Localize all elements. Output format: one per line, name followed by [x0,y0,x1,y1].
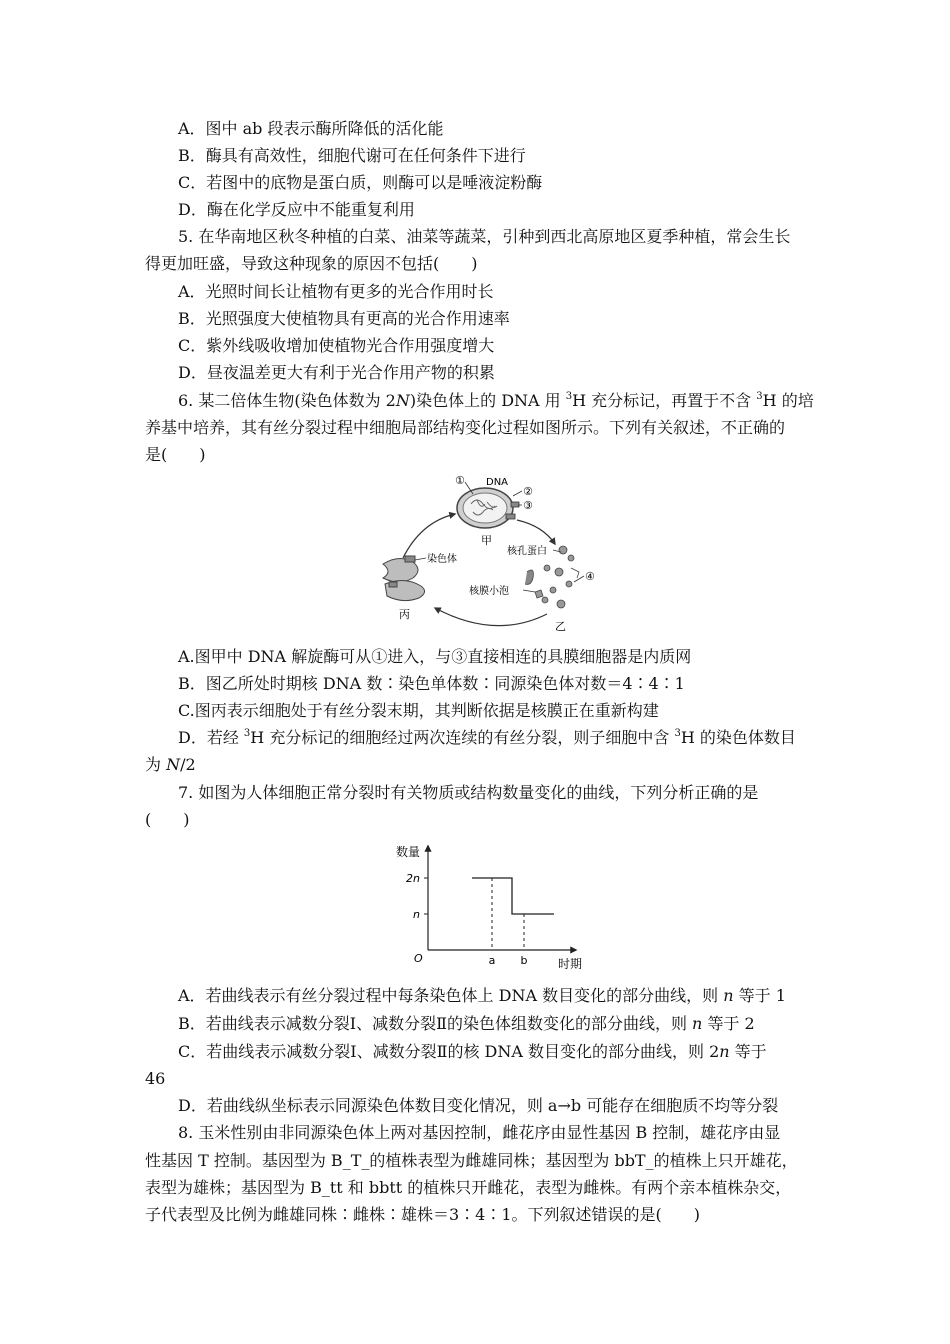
q7-stem-line1: 7. 如图为人体细胞正常分裂时有关物质或结构数量变化的曲线，下列分析正确的是 [178,783,759,802]
q7-option-c-line2: 46 [145,1069,166,1088]
q7-option-a: A．若曲线表示有丝分裂过程中每条染色体上 DNA 数目变化的部分曲线，则 n 等于 1 [178,986,786,1005]
series-line [472,878,554,914]
q4-option-d: D．酶在化学反应中不能重复利用 [178,200,415,219]
q7-stem-line2: ( ) [145,810,190,829]
label-circle-4: ④ [585,570,595,583]
label-pore-protein: 核孔蛋白 [507,546,547,557]
label-vesicle: 核膜小泡 [469,586,509,597]
q6-option-d-line1: D．若经 $^3$H 充分标记的细胞经过两次连续的有丝分裂，则子细胞中含 $^3$H 的染色体数目 [178,728,796,747]
q6-option-d-line2: 为 N/2 [145,755,196,774]
q6-option-b: B．图乙所处时期核 DNA 数∶染色单体数∶同源染色体对数＝4∶4∶1 [178,674,685,693]
label-circle-3: ③ [523,499,533,512]
q4-option-b: B．酶具有高效性，细胞代谢可在任何条件下进行 [178,146,526,165]
q7-option-c-line1: C．若曲线表示减数分裂Ⅰ、减数分裂Ⅱ的核 DNA 数目变化的部分曲线，则 2n 等于 [178,1042,767,1061]
y-axis-label: 数量 [396,845,421,859]
q7-option-d: D．若曲线纵坐标表示同源染色体数目变化情况，则 a→b 可能存在细胞质不均等分裂 [178,1096,779,1115]
q5-option-c: C．紫外线吸收增加使植物光合作用强度增大 [178,336,495,355]
label-bing: 丙 [399,608,410,621]
q8-stem-line4: 子代表型及比例为雌雄同株∶雌株∶雄株＝3∶4∶1。下列叙述错误的是( ) [145,1205,701,1224]
q8-stem-line3: 表型为雄株；基因型为 B_tt 和 bbtt 的植株只开雌花，表型为雌株。有两个亲本植株杂交， [145,1178,792,1197]
q6-option-a: A.图甲中 DNA 解旋酶可从①进入，与③直接相连的具膜细胞器是内质网 [178,647,692,666]
label-jia: 甲 [481,534,492,547]
y-tick-label-1: n [413,908,420,921]
x-tick-label-b: b [520,954,528,967]
y-tick-label-0: 2n [406,872,420,885]
q4-option-a: A．图中 ab 段表示酶所降低的活化能 [178,119,444,138]
q6-stem-line1: 6. 某二倍体生物(染色体数为 2N)染色体上的 DNA 用 $^3$H 充分标记，再置于不含 $^3$H 的培 [178,391,814,410]
step-chart [380,838,590,978]
q6-stem-line2: 养基中培养，其有丝分裂过程中细胞局部结构变化过程如图所示。下列有关叙述，不正确的 [145,418,786,437]
x-axis-label: 时期 [558,957,583,971]
label-yi: 乙 [555,620,566,633]
q5-stem-line1: 5. 在华南地区秋冬种植的白菜、油菜等蔬菜，引种到西北高原地区夏季种植，常会生长 [178,227,791,246]
label-circle-2: ② [523,485,533,498]
origin-label: O [414,952,423,965]
label-chromosome: 染色体 [427,554,457,565]
nucleus-jia-drawing [457,488,519,528]
q6-stem-line3: 是( ) [145,445,206,464]
q5-option-d: D．昼夜温差更大有利于光合作用产物的积累 [178,363,495,382]
q5-stem-line2: 得更加旺盛，导致这种现象的原因不包括( ) [145,254,478,273]
nucleus-cycle-figure [375,472,595,634]
q7-option-b: B．若曲线表示减数分裂Ⅰ、减数分裂Ⅱ的染色体组数变化的部分曲线，则 n 等于 2 [178,1014,755,1033]
q8-stem-line1: 8. 玉米性别由非同源染色体上两对基因控制，雌花序由显性基因 B 控制，雄花序由显 [178,1123,781,1142]
label-circle-1: ① [455,474,465,487]
q8-stem-line2: 性基因 T 控制。基因型为 B_T_的植株表型为雌雄同株；基因型为 bbT_的植株上只开雄花， [145,1151,798,1170]
q5-option-a: A．光照时间长让植物有更多的光合作用时长 [178,282,494,301]
label-dna: DNA [486,477,509,488]
nucleus-bing-drawing [383,556,425,601]
q6-option-c: C.图丙表示细胞处于有丝分裂末期，其判断依据是核膜正在重新构建 [178,701,659,720]
q5-option-b: B．光照强度大使植物具有更高的光合作用速率 [178,309,510,328]
x-tick-label-a: a [488,954,496,967]
q4-option-c: C．若图中的底物是蛋白质，则酶可以是唾液淀粉酶 [178,173,543,192]
